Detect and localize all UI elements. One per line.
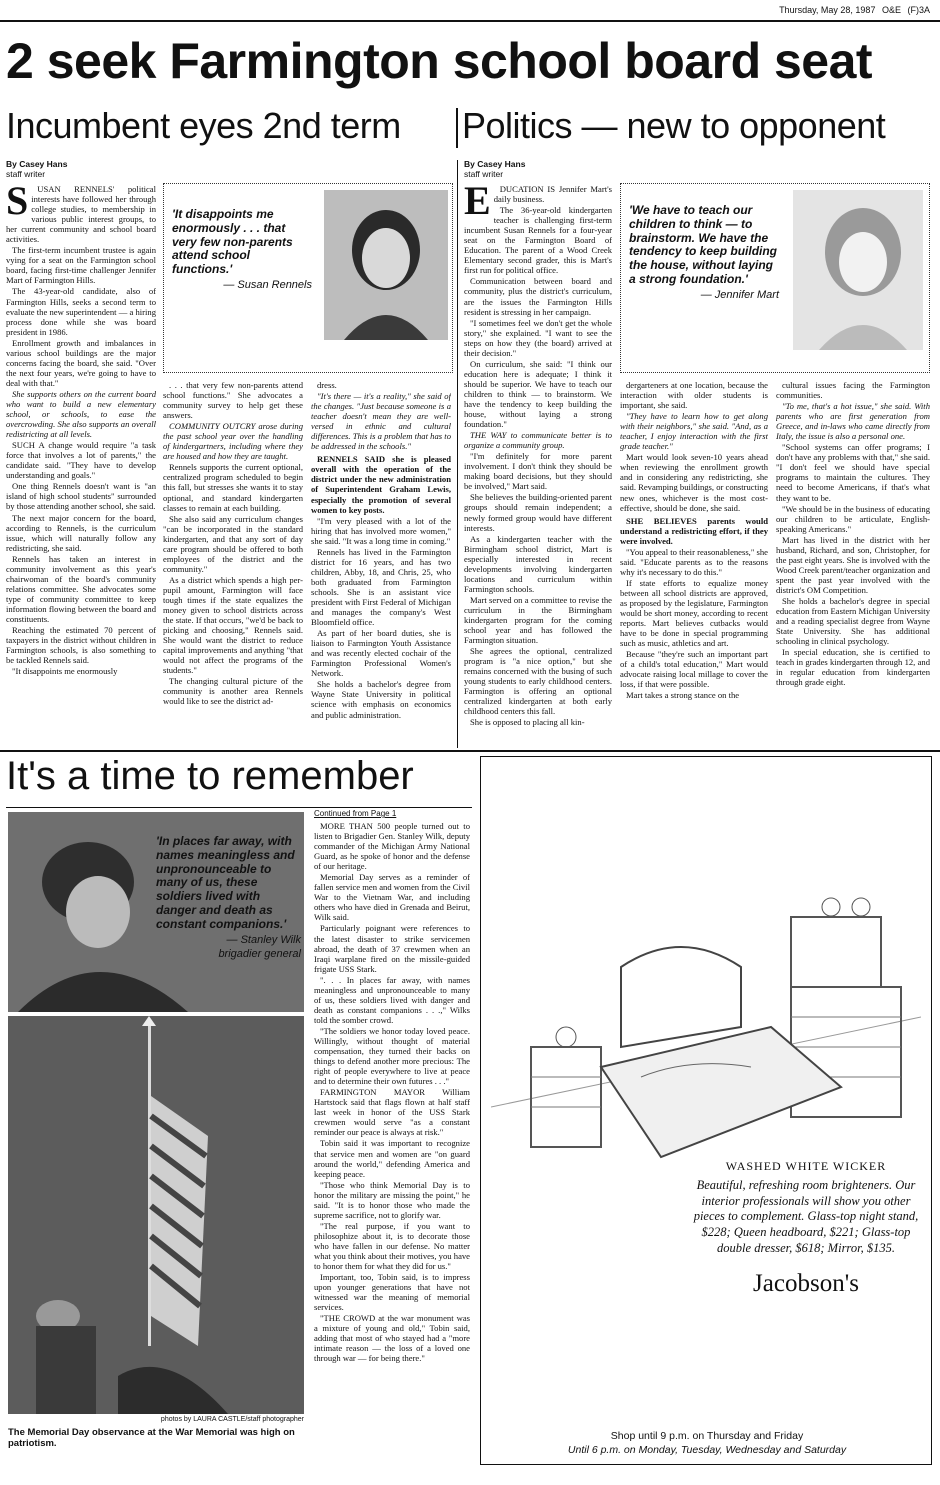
right-c2-p0: dergarteners at one location, because the interaction with older students is important, she said.	[620, 380, 768, 411]
ad-body: Beautiful, refreshing room brighteners. Our interior professionals will show you other pieces to complement. Glass-top night stand, $228; Queen headboard, $221; Glass-top double dresser, $618; Mirror, $135.	[693, 1178, 919, 1255]
memorial-quote-title: brigadier general	[218, 947, 301, 960]
right-subhead: Politics — new to opponent	[462, 105, 886, 146]
left-quote-attribution: — Susan Rennels	[223, 278, 312, 291]
right-quote-attribution: — Jennifer Mart	[700, 288, 779, 301]
right-c3-p2: "School systems can offer programs; I don't have any problems with that," she said. "I don't feel we should have special programs to maintain the cultures. They need to become Americans, if that's what they want to be.	[776, 442, 930, 503]
left-c2-p2: Rennels supports the current optional, centralized program scheduled to begin this fall, but stresses she wants it to stay optional, and standard kindergarten classes to remain at each building.	[163, 462, 303, 513]
mem-p6: Tobin said it was important to recognize that service men and women are "on guard around the world," defending America and keeping peace.	[314, 1138, 470, 1179]
left-c1-p2: The 43-year-old candidate, also of Farmington Hills, seeks a second term to evaluate the new superintendent — a hiring process done while she was board president in 1986.	[6, 286, 156, 337]
left-c3-p4: Rennels has lived in the Farmington district for 16 years, and has two children, Abby, 18, and Chris, 25, who both graduated from Farmington schools. She is an assistant vice president with First Federal of Michigan and manages the company's West Bloomfield office.	[311, 546, 451, 628]
wicker-bedroom-illustration	[491, 877, 921, 1177]
main-headline: 2 seek Farmington school board seat	[6, 33, 873, 89]
right-c1-p9: Mart served on a committee to revise the curriculum in the Birmingham kindergarten program for the coming school year and has followed the Farmington situation.	[464, 594, 612, 646]
right-c3-p5: She holds a bachelor's degree in special education from Eastern Michigan University and a reading specialist degree from Wayne State University. She has additional schooling in clinical psychology.	[776, 595, 930, 647]
left-byline-title: staff writer	[6, 169, 46, 180]
memorial-quote-box	[156, 835, 301, 960]
right-c1-p4: On curriculum, she said: "I think our education here is adequate; I think it should be superior. We have to teach our children to think — to brainstorm. We have the tendency to keep building the house, without laying a strong foundation."	[464, 358, 612, 430]
mem-p3: ". . . In places far away, with names meaningless and unpronounceable to many of us, these soldiers lived with danger and death as constant companions . . .," Wilks told the somber crowd.	[314, 974, 470, 1025]
mem-p0: MORE THAN 500 people turned out to listen to Brigadier Gen. Stanley Wilk, deputy commander of the Michigan Army National Guard, as he spoke of honor and the defense of our heritage.	[314, 821, 470, 872]
left-c1-p9: Reaching the estimated 70 percent of taxpayers in the district without children in Farmington schools, is also something to be tackled Rennels said.	[6, 625, 156, 666]
right-c2-p2: Mart would look seven-10 years ahead when reviewing the enrollment growth and in considering any redistricting, she said. Revamping buildings, or constructing new ones, whichever is the most cost-effective, should be done, she said.	[620, 452, 768, 513]
ad-hours	[481, 1429, 933, 1457]
memorial-quote-attribution: — Stanley Wilk	[226, 933, 301, 946]
right-c1-p6: "I'm definitely for more parent involvement. I don't think they should be making board decisions, but they should be involved," Mart said.	[464, 451, 612, 492]
right-byline-name: By Casey Hans	[464, 159, 526, 169]
right-c1-p10: She agrees the optional, centralized program is "a nice option," but she remains concerned with the busing of such young students to early childhood centers. Farmington is offering an optional centralized kindergarten at both early childhood centers this fall.	[464, 646, 612, 717]
photo-credit: photos by LAURA CASTLE/staff photographer	[160, 1416, 304, 1423]
jacobsons-ad	[480, 756, 932, 1465]
left-subhead: Incumbent eyes 2nd term	[6, 105, 401, 146]
right-c1-p2: Communication between board and community, plus the district's curriculum, are the issues the Farmington Hills resident is stressing in her campaign.	[464, 276, 612, 317]
right-pull-quote: 'We have to teach our children to think — to brainstorm. We have the tendency to keep building the house, without laying a strong foundation.'	[629, 203, 778, 286]
left-c2-p1: COMMUNITY OUTCRY arose during the past school year over the handling of kindergartners, including where they are housed and how they are taught.	[163, 421, 303, 462]
header-page: (F)3A	[907, 5, 930, 15]
memorial-headline: It's a time to remember	[6, 754, 414, 798]
right-c2-p1: "They have to learn how to get along with their neighbors," she said. "And, as a teacher, I enjoy interaction with the first grade teacher."	[620, 411, 768, 452]
right-col-1	[464, 184, 612, 744]
right-byline	[464, 159, 525, 179]
left-c1-p7: The next major concern for the board, according to Rennels, is the curriculum issue, which will naturally follow any redistricting, she said.	[6, 512, 156, 553]
right-c3-p1: "To me, that's a hot issue," she said. With parents who are first generation from Greece, and in-laws who came directly from Italy, the issue is also a personal one.	[776, 401, 930, 442]
left-pull-quote: 'It disappoints me enormously . . . that very few non-parents attend school functions.'	[172, 207, 293, 277]
mem-p2: Particularly poignant were references to the latest disaster to strike servicemen abroad, the death of 37 crewmen when an Iraqi warplane fired on the missile-guided frigate USS Stark.	[314, 923, 470, 974]
right-c3-p6: In special education, she is certified to teach in grades kindergarten through 12, and in regular education from kindergarten through grade eight.	[776, 647, 930, 688]
jennifer-mart-portrait	[793, 190, 923, 350]
left-col-1	[6, 184, 156, 744]
left-c2-p4: As a district which spends a high per-pupil amount, Farmington will face tough times if the state equalizes the money given to school districts across the state. If that occurs, "we'd be back to picking and choosing," Rennels said. She would want the district to reduce capital improvements and anything "that would not affect the programs of the students."	[163, 574, 303, 676]
photo-caption: The Memorial Day observance at the War Memorial was high on patriotism.	[8, 1427, 295, 1450]
portrait-illustration	[793, 190, 923, 350]
left-c1-p5: SUCH A change would require "a task force that involves a lot of parents," the candidate said. "They have to develop understanding and goals."	[6, 440, 156, 481]
right-c1-p8: As a kindergarten teacher with the Birmingham school district, Mart is especially interested in recent developments involving kindergarten locations and curriculum within Farmington schools.	[464, 533, 612, 594]
left-c1-p3: Enrollment growth and imbalances in various school buildings are the major concerns facing the board, she said. "Over the next four years, we're going to have to deal with that."	[6, 337, 156, 388]
mem-p4: "The soldiers we honor today loved peace. Willingly, without thought of material compensation, they turned their backs on things to defend another more precious: The right of people everywhere to live at peace and to determine their own futures . . ."	[314, 1025, 470, 1087]
right-c1-p3: "I sometimes feel we don't get the whole story," she explained. "I want to see the steps on how they (the board) arrived at their decision."	[464, 317, 612, 358]
header-rule	[0, 20, 940, 22]
right-c3-p3: "We should be in the business of educating our children to be articulate, English-speaking Americans."	[776, 503, 930, 534]
right-c1-p7: She believes the building-oriented parent groups should remain independent; a newly formed group would have different interests.	[464, 492, 612, 533]
left-c3-p3: "I'm very pleased with a lot of the hiring that has involved more women," she said. "It was a long time in coming."	[311, 515, 451, 546]
left-dropcap: S	[6, 184, 29, 223]
flag-photo-illustration	[8, 1016, 304, 1414]
left-c3-p2: RENNELS SAID she is pleased overall with the operation of the district under the new administration of Superintendent Graham Lewis, especially the promotion of several women to key posts.	[311, 454, 451, 515]
right-c2-p4: "You appeal to their reasonableness," she said. "Educate parents as to the reasons why it's necessary to do this."	[620, 546, 768, 577]
left-c3-p0: dress.	[317, 380, 337, 390]
right-c3-p4: Mart has lived in the district with her husband, Richard, and son, Christopher, for the past eight years. She is involved with the Wood Creek parent/teacher organization and spent the past year involved with the district's OM Competition.	[776, 534, 930, 595]
right-col-3	[776, 380, 930, 744]
left-quote-box	[163, 183, 453, 373]
left-c2-p0: . . . that very few non-parents attend school functions." She advocates a community survey to help get these answers.	[163, 380, 303, 421]
flag-honor-guard-photo	[8, 1016, 304, 1414]
left-byline	[6, 159, 67, 179]
left-c3-p5: As part of her board duties, she is liaison to Farmington Youth Assistance and was recently elected cochair of the Farmington Professional Women's Network.	[311, 628, 451, 679]
mem-p5: FARMINGTON MAYOR William Hartstock said that flags flown at half staff last week in honor of the USS Stark crewmen would serve "as a constant reminder our peace is always at risk."	[314, 1087, 470, 1138]
left-c3-p1: "It's there — it's a reality," she said of the changes. "Just because someone is a teacher doesn't mean they are well-versed in ethnic and cultural differences. This is a problem that has to be addressed in the schools."	[311, 391, 451, 452]
mem-p8: "The real purpose, if you want to philosophize about it, is to decorate those who have fallen in our defense. No matter what you think about their motives, you have to honor them for what they did for us."	[314, 1220, 470, 1272]
left-c1-p0: USAN RENNELS' political interests have followed her through college studies, to membership in various public interest groups, to her current community and school board activities.	[6, 184, 156, 245]
left-c3-p6: She holds a bachelor's degree from Wayne State University in political science with emphasis on economics and public administration.	[311, 679, 451, 720]
left-c1-p1: The first-term incumbent trustee is again vying for a seat on the Farmington school board, facing first-time challenger Jennifer Mart of Farmington Hills.	[6, 245, 156, 286]
susan-rennels-portrait	[324, 190, 448, 340]
mem-p1: Memorial Day serves as a reminder of fallen service men and women from the Civil War to the Vietnam War, and including others who have died in Grenada and Beirut, Wilk said.	[314, 872, 470, 923]
section-rule	[0, 750, 940, 752]
right-dropcap: E	[464, 184, 491, 223]
portrait-illustration	[324, 190, 448, 340]
left-c2-p3: She also said any curriculum changes "can be incorporated in the standard kindergarten, and that any sort of day care program should be offered to both employees of the district and the community."	[163, 513, 303, 574]
left-byline-name: By Casey Hans	[6, 159, 68, 169]
right-c3-p0: cultural issues facing the Farmington communities.	[776, 380, 930, 401]
ad-hours-1: Shop until 9 p.m. on Thursday and Friday	[610, 1430, 804, 1442]
left-c2-p5: The changing cultural picture of the community is another area Rennels would like to see the district ad-	[163, 676, 303, 707]
right-c1-p5: THE WAY to communicate better is to organize a community group.	[464, 430, 612, 451]
mem-p10: "THE CROWD at the war monument was a mixture of young and old," Tobin said, adding that most of who stayed had a "more intimate reason — the loss of a loved one through war — for being there."	[314, 1313, 470, 1364]
header-section: O&E	[881, 5, 901, 15]
right-c2-p6: Because "they're such an important part of a child's total education," Mart would advocate raising local millage to cover the loss, if that were possible.	[620, 649, 768, 690]
ad-copy	[686, 1159, 926, 1298]
memorial-pull-quote: 'In places far away, with names meaningless and unpronounceable to many of us, these soldiers lived with danger and death as constant companions.'	[156, 834, 295, 931]
jacobsons-logo: Jacobson's	[753, 1270, 859, 1298]
memorial-rule	[6, 807, 472, 808]
right-col-2	[620, 380, 768, 744]
right-c2-p7: Mart takes a strong stance on the	[626, 690, 740, 701]
right-c1-p1: The 36-year-old kindergarten teacher is challenging first-term incumbent Susan Rennels for a four-year seat on the Farmington Board of Education. The parent of a Wood Creek Elementary second grader, this is Mart's first run for political office.	[464, 205, 612, 276]
right-c2-p5: If state efforts to equalize money between all school districts are approved, as proposed by the legislature, Farmington would be short money, according to recent reports. Mart believes cutbacks would have to be done in special programming such as music, athletics and art.	[620, 577, 768, 649]
left-c1-p10: "It disappoints me enormously	[12, 666, 118, 677]
right-c1-p11: She is opposed to placing all kin-	[470, 717, 585, 728]
left-col-3	[311, 380, 451, 744]
ad-hours-2: Until 6 p.m. on Monday, Tuesday, Wednesday and Saturday	[567, 1444, 847, 1457]
continued-note: Continued from Page 1	[314, 809, 397, 818]
left-c1-p4: She supports others on the current board who want to build a new elementary school, or schools, to ease the overcrowding. She also supports an overall redistricting at all levels.	[6, 388, 156, 440]
right-byline-title: staff writer	[464, 169, 504, 180]
page-header	[590, 5, 930, 15]
story-divider	[457, 160, 458, 748]
right-c1-p0: DUCATION IS Jennifer Mart's daily business.	[493, 184, 612, 205]
subhead-divider	[456, 108, 458, 148]
memorial-col	[314, 821, 470, 1461]
mem-p9: Important, too, Tobin said, is to impress upon younger generations that have not witnessed war the meaning of memorial services.	[314, 1272, 470, 1313]
mem-p7: "Those who think Memorial Day is to honor the military are missing the point," he said. "It is to honor those who made the supreme sacrifice, not to glorify war.	[314, 1179, 470, 1220]
right-c2-p3: SHE BELIEVES parents would understand a redistricting effort, if they were involved.	[620, 515, 768, 546]
left-c1-p6: One thing Rennels doesn't want is "an island of high school students" surrounded by those attending another school, she said.	[6, 481, 156, 512]
left-c1-p8: Rennels has taken an interest in community involvement as this year's chairwoman of the board's community relations committee. She advocates some type of community committee to keep information flowing between the board and constituents.	[6, 553, 156, 624]
ad-title: WASHED WHITE WICKER	[725, 1159, 887, 1173]
right-quote-box	[620, 183, 930, 373]
left-col-2	[163, 380, 303, 744]
header-date: Thursday, May 28, 1987	[779, 5, 876, 15]
